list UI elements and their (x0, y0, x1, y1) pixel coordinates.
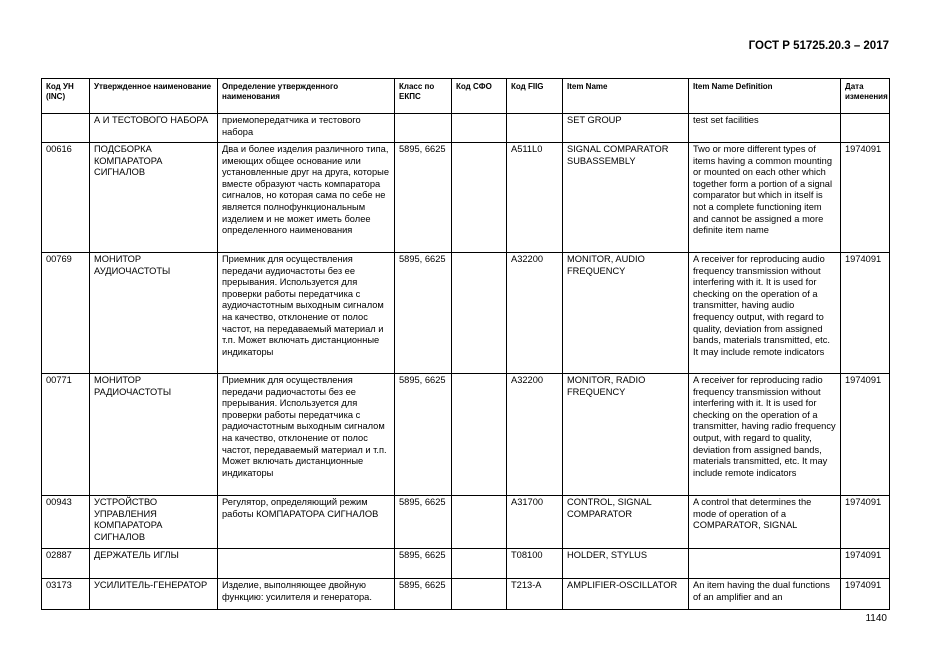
cell-date: 1974091 (841, 253, 890, 374)
col-header-inc: Код УН (INC) (42, 79, 90, 114)
cell-definition: Приемник для осуществления передачи радиочастоты без ее прерывания. Используется для проверки работы передатчика с радиочастотным выходным сигналом на качество, отклонение от полос частот, передаваемый материал и т.п. Может включать дистанционные индикаторы (218, 374, 395, 496)
col-header-date: Дата изменения (841, 79, 890, 114)
cell-sfo (452, 579, 507, 610)
cell-class: 5895, 6625 (395, 253, 452, 374)
cell-class: 5895, 6625 (395, 549, 452, 579)
cell-item-definition: Two or more different types of items having a common mounting or mounted on each other which together form a portion of a signal comparator but which in itself is not a complete functioning item and cannot be assigned a more definite item name (689, 143, 841, 253)
cell-sfo (452, 114, 507, 143)
col-header-definition: Определение утвержденного наименования (218, 79, 395, 114)
cell-fiig: A32200 (507, 374, 563, 496)
cell-item-name: MONITOR, RADIO FREQUENCY (563, 374, 689, 496)
cell-sfo (452, 374, 507, 496)
cell-item-name: CONTROL, SIGNAL COMPARATOR (563, 496, 689, 549)
cell-inc: 00616 (42, 143, 90, 253)
cell-class: 5895, 6625 (395, 496, 452, 549)
cell-sfo (452, 253, 507, 374)
cell-definition (218, 549, 395, 579)
cell-item-definition (689, 549, 841, 579)
table-row (42, 579, 890, 610)
cell-definition: Приемник для осуществления передачи аудиочастоты без ее прерывания. Используется для проверки работы передатчика с аудиочастотным выходным сигналом на качество, отклонение от полос частот, на передаваемый материал и т.п. Может включать дистанционные индикаторы (218, 253, 395, 374)
cell-name: А И ТЕСТОВОГО НАБОРА (90, 114, 218, 143)
cell-sfo (452, 549, 507, 579)
cell-name: УСТРОЙСТВО УПРАВЛЕНИЯ КОМПАРАТОРА СИГНАЛОВ (90, 496, 218, 549)
table-row (42, 253, 890, 374)
table-header-row (42, 79, 890, 114)
cell-definition: Изделие, выполняющее двойную функцию: усилителя и генератора. (218, 579, 395, 610)
cell-name: ПОДСБОРКА КОМПАРАТОРА СИГНАЛОВ (90, 143, 218, 253)
cell-fiig: T213-A (507, 579, 563, 610)
cell-name: ДЕРЖАТЕЛЬ ИГЛЫ (90, 549, 218, 579)
item-name-table (41, 78, 890, 610)
page-number: 1140 (865, 613, 887, 624)
table-row (42, 496, 890, 549)
cell-inc: 00771 (42, 374, 90, 496)
cell-date: 1974091 (841, 579, 890, 610)
cell-class: 5895, 6625 (395, 374, 452, 496)
cell-date: 1974091 (841, 496, 890, 549)
cell-item-definition: A receiver for reproducing audio frequency transmission without interfering with it. It is used for checking on the operation of a transmitter, having audio frequency output, with regard to quality, deviation from assigned bands, materials transmitted, etc. It may include remote indicators (689, 253, 841, 374)
cell-item-definition: test set facilities (689, 114, 841, 143)
col-header-sfo: Код СФО (452, 79, 507, 114)
cell-class (395, 114, 452, 143)
cell-inc: 00769 (42, 253, 90, 374)
col-header-fiig: Код FIIG (507, 79, 563, 114)
cell-fiig: A31700 (507, 496, 563, 549)
cell-item-definition: An item having the dual functions of an amplifier and an (689, 579, 841, 610)
cell-fiig: A32200 (507, 253, 563, 374)
col-header-class: Класс по ЕКПС (395, 79, 452, 114)
cell-inc: 00943 (42, 496, 90, 549)
cell-fiig (507, 114, 563, 143)
table-row (42, 549, 890, 579)
cell-item-name: MONITOR, AUDIO FREQUENCY (563, 253, 689, 374)
cell-name: МОНИТОР АУДИОЧАСТОТЫ (90, 253, 218, 374)
cell-inc: 02887 (42, 549, 90, 579)
document-code: ГОСТ Р 51725.20.3 – 2017 (748, 40, 889, 52)
table-row (42, 143, 890, 253)
cell-definition: Два и более изделия различного типа, имеющих общее основание или установленные друг на друга, которые вместе образуют часть компаратора сигналов, но которая сама по себе не является полнофункциональным изделием и не может иметь более определенного наименования (218, 143, 395, 253)
cell-item-name: SIGNAL COMPARATOR SUBASSEMBLY (563, 143, 689, 253)
cell-class: 5895, 6625 (395, 579, 452, 610)
cell-fiig: A511L0 (507, 143, 563, 253)
cell-sfo (452, 496, 507, 549)
cell-class: 5895, 6625 (395, 143, 452, 253)
cell-date (841, 114, 890, 143)
cell-name: УСИЛИТЕЛЬ-ГЕНЕРАТОР (90, 579, 218, 610)
cell-inc (42, 114, 90, 143)
cell-item-definition: A receiver for reproducing radio frequency transmission without interfering with it. It is used for checking on the operation of a transmitter, having radio frequency output, with regard to quality, deviation from assigned bands, materials transmitted, etc. It may include remote indicators (689, 374, 841, 496)
cell-item-name: HOLDER, STYLUS (563, 549, 689, 579)
col-header-approved-name: Утвержденное наименование (90, 79, 218, 114)
cell-name: МОНИТОР РАДИОЧАСТОТЫ (90, 374, 218, 496)
cell-definition: приемопередатчика и тестового набора (218, 114, 395, 143)
cell-date: 1974091 (841, 374, 890, 496)
table-row (42, 114, 890, 143)
col-header-item-name: Item Name (563, 79, 689, 114)
table-row (42, 374, 890, 496)
cell-date: 1974091 (841, 549, 890, 579)
cell-item-name: AMPLIFIER-OSCILLATOR (563, 579, 689, 610)
cell-sfo (452, 143, 507, 253)
col-header-item-definition: Item Name Definition (689, 79, 841, 114)
cell-item-definition: A control that determines the mode of operation of a COMPARATOR, SIGNAL (689, 496, 841, 549)
cell-inc: 03173 (42, 579, 90, 610)
cell-fiig: T08100 (507, 549, 563, 579)
cell-item-name: SET GROUP (563, 114, 689, 143)
cell-date: 1974091 (841, 143, 890, 253)
cell-definition: Регулятор, определяющий режим работы КОМПАРАТОРА СИГНАЛОВ (218, 496, 395, 549)
